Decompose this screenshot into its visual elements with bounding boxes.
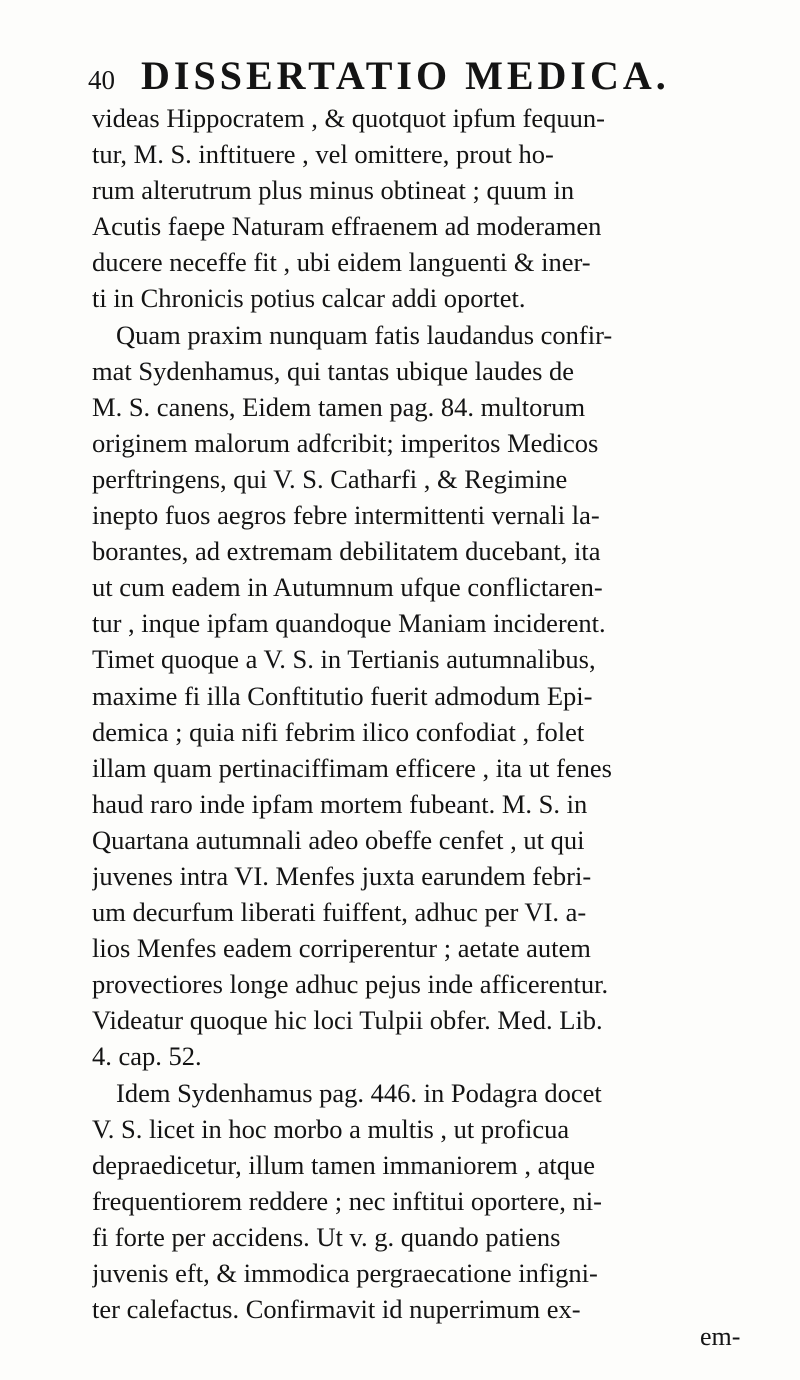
running-title: DISSERTATIO MEDICA. bbox=[141, 53, 670, 98]
text-line: Acutis faepe Naturam effraenem ad moderamen bbox=[92, 211, 602, 242]
text-line: Quam praxim nunquam fatis laudandus confir- bbox=[116, 319, 613, 350]
text-line: perftringens, qui V. S. Catharfi , & Regimine bbox=[92, 463, 568, 494]
text-line: ut cum eadem in Autumnum ufque conflictaren- bbox=[92, 572, 603, 603]
body-text bbox=[92, 100, 757, 1327]
text-line: Timet quoque a V. S. in Tertianis autumnalibus, bbox=[92, 644, 596, 675]
text-line: juvenis eft, & immodica pergraecatione infigni- bbox=[92, 1258, 598, 1288]
text-line: tur , inque ipfam quandoque Maniam inciderent. bbox=[92, 608, 606, 639]
text-line: ter calefactus. Confirmavit id nuperrimum ex- bbox=[92, 1294, 581, 1325]
text-line: um decurfum liberati fuiffent, adhuc per VI. a- bbox=[92, 897, 587, 928]
text-line: inepto fuos aegros febre intermittenti vernali la- bbox=[92, 500, 600, 531]
text-line: ducere neceffe fit , ubi eidem languenti & iner- bbox=[92, 247, 591, 278]
page-number: 40 bbox=[88, 65, 115, 95]
text-line: rum alterutrum plus minus obtineat ; quum in bbox=[92, 175, 575, 206]
text-line: juvenes intra VI. Menfes juxta earundem febri- bbox=[92, 860, 592, 891]
text-line: provectiores longe adhuc pejus inde afficerentur. bbox=[92, 969, 609, 1000]
text-line: depraedicetur, illum tamen immaniorem , atque bbox=[92, 1149, 595, 1180]
text-line: fi forte per accidens. Ut v. g. quando patiens bbox=[92, 1221, 561, 1252]
text-line: Videatur quoque hic loci Tulpii obfer. Med. Lib. bbox=[92, 1005, 603, 1036]
text-line: videas Hippocratem , & quotquot ipfum fequun- bbox=[92, 103, 605, 133]
text-line: haud raro inde ipfam mortem fubeant. M. S. in bbox=[92, 788, 588, 819]
catchword: em- bbox=[700, 1322, 741, 1351]
text-line: tur, M. S. inftituere , vel omittere, prout ho- bbox=[92, 139, 554, 170]
text-line: ti in Chronicis potius calcar addi oportet. bbox=[92, 283, 526, 314]
text-line: M. S. canens, Eidem tamen pag. 84. multorum bbox=[92, 391, 586, 422]
text-line: illam quam pertinaciffimam efficere , ita ut fenes bbox=[92, 752, 612, 783]
running-head bbox=[88, 53, 748, 98]
text-line: borantes, ad extremam debilitatem ducebant, ita bbox=[92, 536, 601, 567]
text-line: maxime fi illa Conftitutio fuerit admodum Epi- bbox=[92, 680, 593, 711]
text-line: Idem Sydenhamus pag. 446. in Podagra docet bbox=[116, 1077, 602, 1108]
text-line: demica ; quia nifi febrim ilico confodiat , folet bbox=[92, 716, 585, 747]
text-line: originem malorum adfcribit; imperitos Medicos bbox=[92, 427, 599, 458]
text-line: V. S. licet in hoc morbo a multis , ut proficua bbox=[92, 1113, 570, 1144]
text-line: lios Menfes eadem corriperentur ; aetate autem bbox=[92, 933, 591, 964]
text-line: mat Sydenhamus, qui tantas ubique laudes de bbox=[92, 355, 575, 386]
text-line: Quartana autumnali adeo obeffe cenfet , ut qui bbox=[92, 824, 585, 855]
text-line: frequentiorem reddere ; nec inftitui oportere, ni- bbox=[92, 1185, 602, 1216]
text-line: 4. cap. 52. bbox=[92, 1041, 202, 1072]
